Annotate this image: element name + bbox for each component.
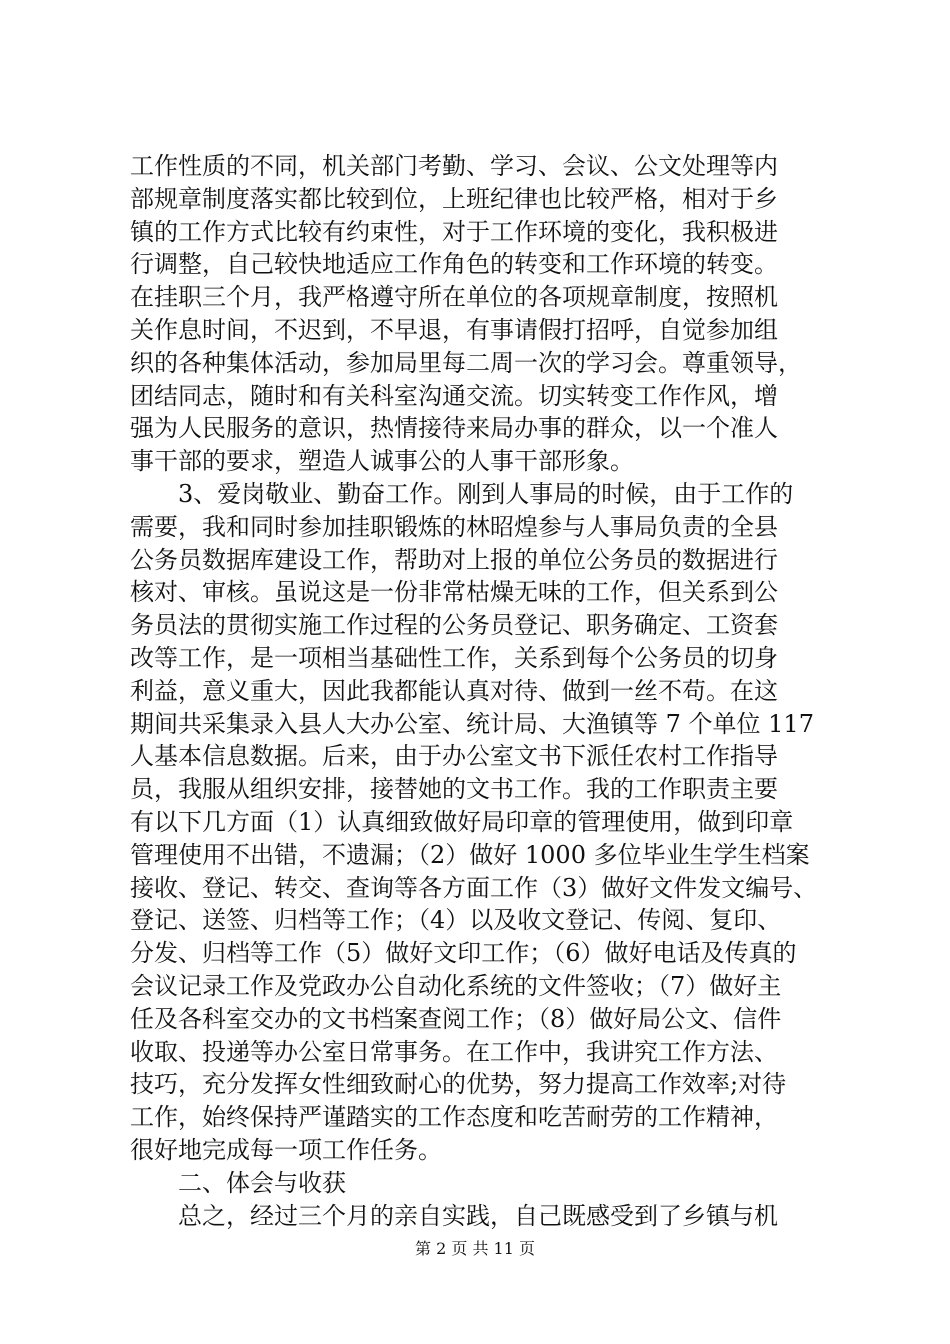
text-line: 团结同志，随时和有关科室沟通交流。切实转变工作作风，增: [130, 381, 778, 410]
text-line: 有以下几方面（1）认真细致做好局印章的管理使用，做到印章: [130, 807, 794, 836]
text-line: 核对、审核。虽说这是一份非常枯燥无味的工作，但关系到公: [130, 578, 778, 607]
text-line: 接收、登记、转交、查询等各方面工作（3）做好文件发文编号、: [130, 873, 818, 902]
text-line: 务员法的贯彻实施工作过程的公务员登记、职务确定、工资套: [130, 611, 778, 640]
text-line: 收取、投递等办公室日常事务。在工作中，我讲究工作方法、: [130, 1037, 778, 1066]
text-line: 会议记录工作及党政办公自动化系统的文件签收；（7）做好主: [130, 971, 782, 1000]
text-line: 员，我服从组织安排，接替她的文书工作。我的工作职责主要: [130, 775, 778, 804]
text-line: 技巧，充分发挥女性细致耐心的优势，努力提高工作效率;对待: [130, 1070, 787, 1099]
document-body: [130, 150, 835, 1232]
text-line: 人基本信息数据。后来，由于办公室文书下派任农村工作指导: [130, 742, 778, 771]
text-line: 任及各科室交办的文书档案查阅工作；（8）做好局公文、信件: [130, 1004, 782, 1033]
text-line: 工作性质的不同，机关部门考勤、学习、会议、公文处理等内: [130, 152, 778, 180]
text-line: 强为人民服务的意识，热情接待来局办事的群众，以一个准人: [130, 414, 778, 443]
text-line: 部规章制度落实都比较到位，上班纪律也比较严格，相对于乡: [130, 184, 778, 213]
paragraph-start-line: 总之，经过三个月的亲自实践，自己既感受到了乡镇与机: [178, 1201, 778, 1230]
text-line: 登记、送签、归档等工作；（4）以及收文登记、传阅、复印、: [130, 906, 782, 935]
text-line: 关作息时间，不迟到，不早退，有事请假打招呼，自觉参加组: [130, 315, 778, 344]
text-line: 镇的工作方式比较有约束性，对于工作环境的变化，我积极进: [130, 217, 778, 246]
section-heading: 二、体会与收获: [178, 1168, 346, 1197]
text-line: 利益，意义重大，因此我都能认真对待、做到一丝不苟。在这: [130, 676, 778, 705]
text-line: 很好地完成每一项工作任务。: [130, 1135, 442, 1164]
text-line: 期间共采集录入县人大办公室、统计局、大渔镇等 7 个单位 117: [130, 709, 814, 738]
text-line: 改等工作，是一项相当基础性工作，关系到每个公务员的切身: [130, 643, 778, 672]
paragraph-start-line: 3、爱岗敬业、勤奋工作。刚到人事局的时候，由于工作的: [178, 479, 794, 508]
text-line: 行调整，自己较快地适应工作角色的转变和工作环境的转变。: [130, 250, 778, 279]
text-line: 织的各种集体活动，参加局里每二周一次的学习会。尊重领导，: [130, 348, 802, 377]
text-line: 管理使用不出错，不遗漏；（2）做好 1000 多位毕业生学生档案: [130, 840, 810, 869]
text-line: 公务员数据库建设工作，帮助对上报的单位公务员的数据进行: [130, 545, 778, 574]
text-line: 分发、归档等工作（5）做好文印工作；（6）做好电话及传真的: [130, 939, 797, 968]
page-number-footer: 第 2 页 共 11 页: [415, 1239, 535, 1258]
text-line: 工作，始终保持严谨踏实的工作态度和吃苦耐劳的工作精神，: [130, 1103, 778, 1132]
text-line: 在挂职三个月，我严格遵守所在单位的各项规章制度，按照机: [130, 283, 778, 312]
text-line: 事干部的要求，塑造人诚事公的人事干部形象。: [130, 447, 634, 476]
text-line: 需要，我和同时参加挂职锻炼的林昭煌参与人事局负责的全县: [130, 512, 778, 541]
